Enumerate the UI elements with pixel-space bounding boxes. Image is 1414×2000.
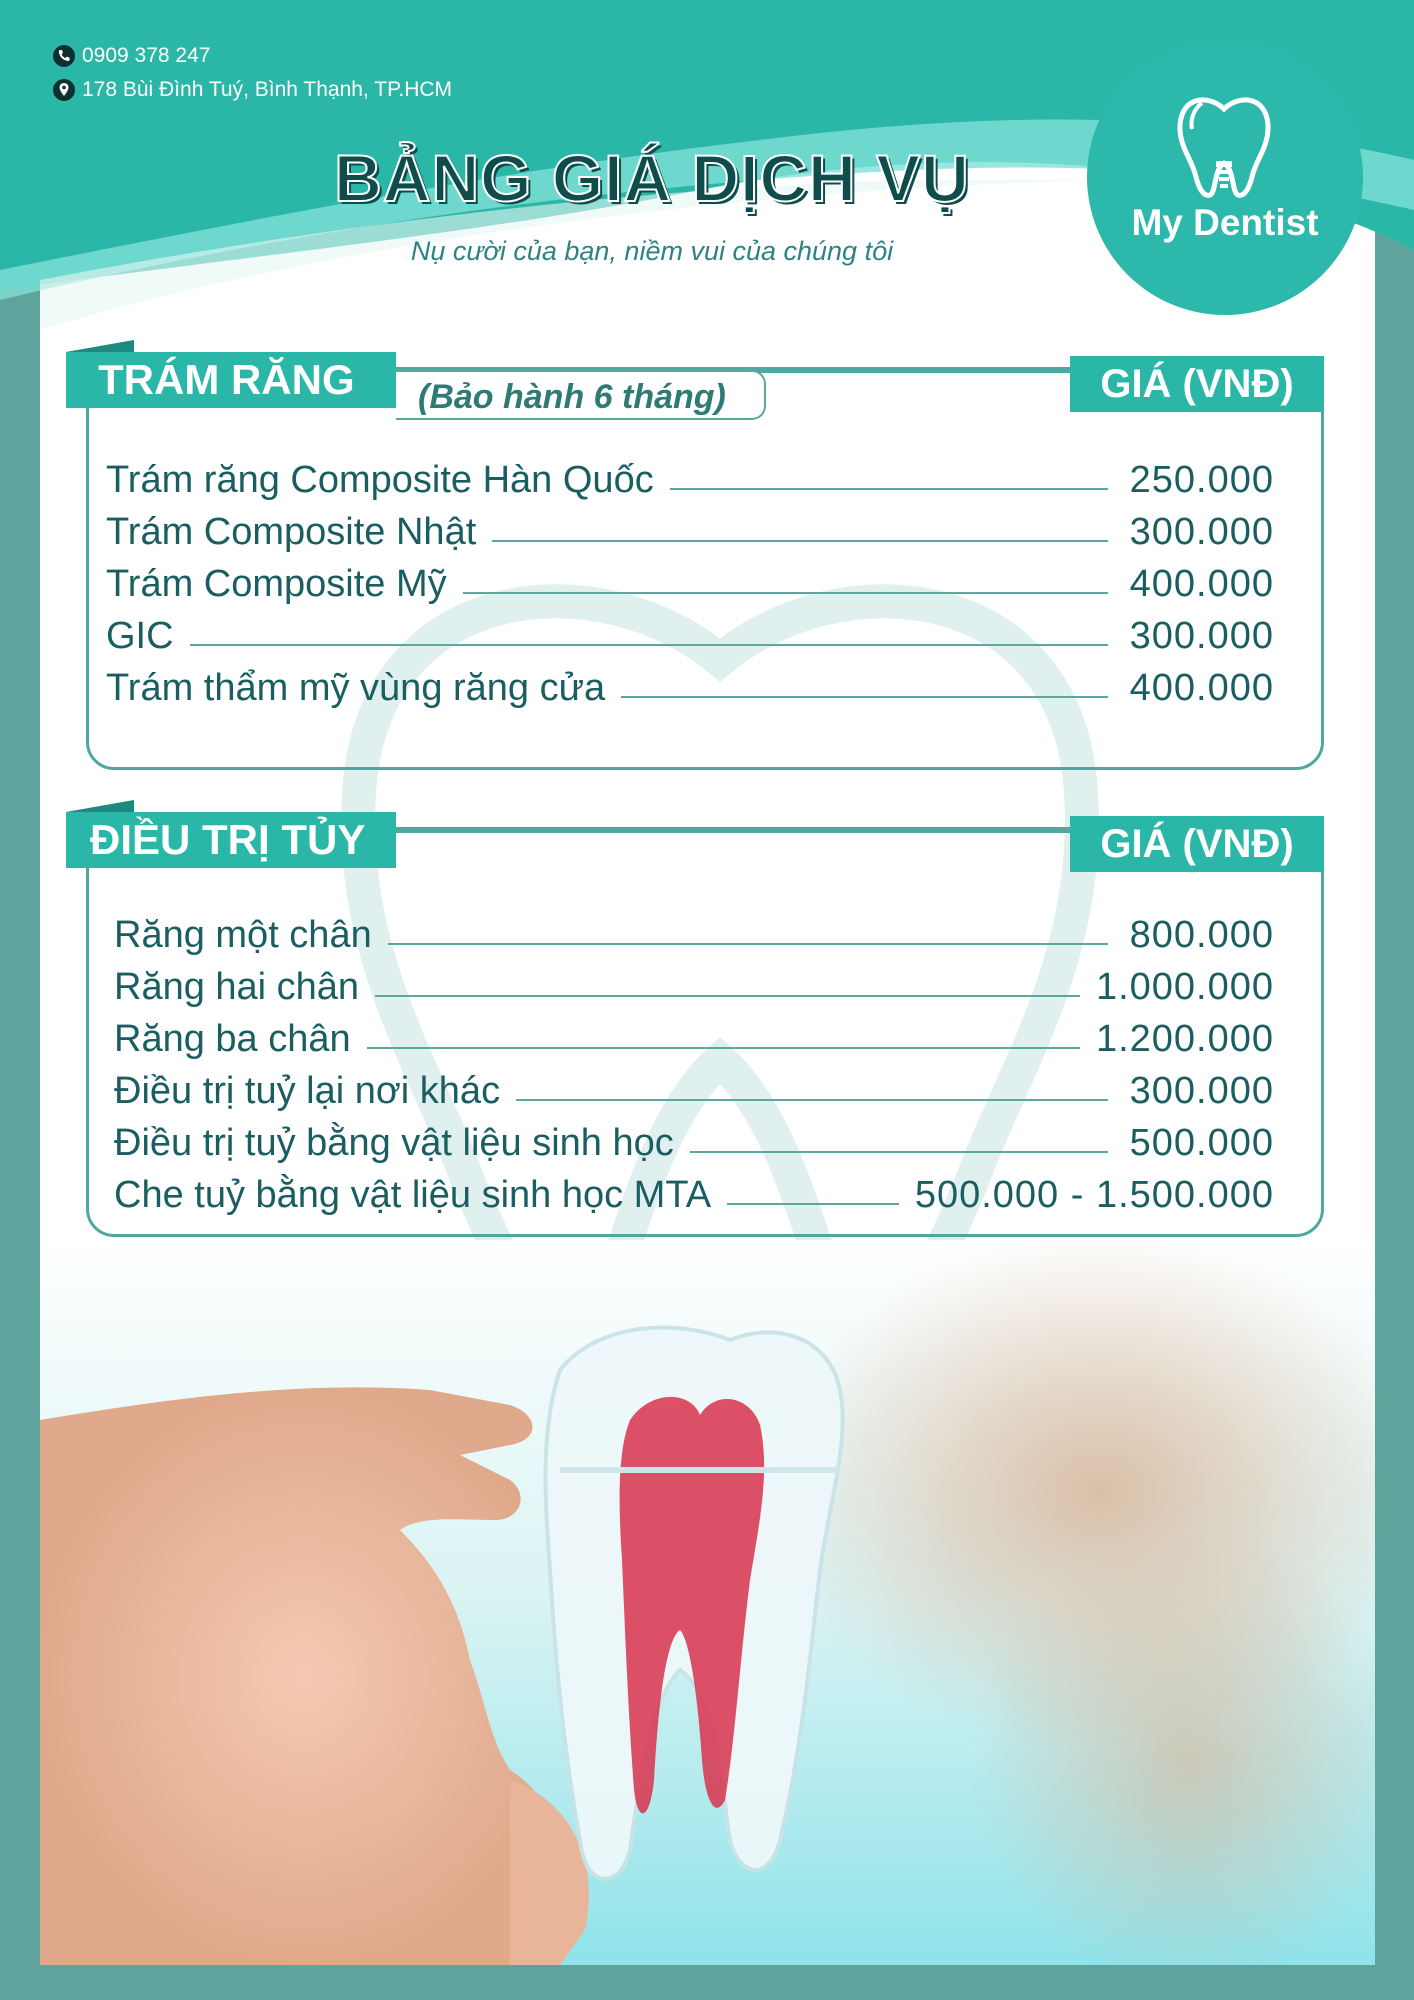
price-column-header: GIÁ (VNĐ) — [1070, 356, 1324, 412]
item-name: Răng hai chân — [114, 966, 360, 1008]
item-price: 400.000 — [1129, 563, 1274, 605]
tooth-implant-icon — [1172, 89, 1276, 201]
list-item — [114, 905, 1274, 957]
contact-phone[interactable] — [52, 44, 210, 68]
list-item — [114, 1165, 1274, 1217]
leader-line — [367, 1047, 1080, 1049]
item-name: Trám Composite Mỹ — [106, 563, 447, 605]
item-price: 800.000 — [1129, 914, 1274, 956]
item-name: Răng một chân — [114, 914, 372, 956]
leader-line — [670, 488, 1108, 490]
list-item — [106, 606, 1274, 658]
item-name: Răng ba chân — [114, 1018, 351, 1060]
item-name: Điều trị tuỷ bằng vật liệu sinh học — [114, 1122, 674, 1164]
section-filling — [66, 340, 1324, 770]
leader-line — [727, 1203, 899, 1205]
leader-line — [516, 1099, 1108, 1101]
contact-address — [52, 78, 452, 102]
list-item — [106, 554, 1274, 606]
list-item — [114, 957, 1274, 1009]
item-price: 400.000 — [1129, 667, 1274, 709]
section-title: ĐIỀU TRỊ TỦY — [66, 812, 396, 868]
location-pin-icon — [52, 78, 76, 102]
item-price: 250.000 — [1129, 459, 1274, 501]
page-title: BẢNG GIÁ DỊCH VỤ — [334, 141, 970, 215]
phone-number: 0909 378 247 — [82, 44, 211, 67]
leader-line — [690, 1151, 1108, 1153]
item-price: 500.000 — [1129, 1122, 1274, 1164]
list-item — [106, 502, 1274, 554]
item-price: 1.200.000 — [1095, 1018, 1274, 1060]
leader-line — [190, 644, 1108, 646]
section-root-canal — [66, 800, 1324, 1237]
list-item — [106, 450, 1274, 502]
list-item — [114, 1113, 1274, 1165]
item-price: 300.000 — [1129, 615, 1274, 657]
page-subtitle: Nụ cười của bạn, niềm vui của chúng tôi — [410, 236, 894, 266]
leader-line — [492, 540, 1108, 542]
section-title: TRÁM RĂNG — [66, 352, 396, 408]
leader-line — [375, 995, 1080, 997]
phone-icon — [52, 44, 76, 68]
tab-notch — [66, 340, 134, 352]
item-price: 1.000.000 — [1095, 966, 1274, 1008]
item-price: 300.000 — [1129, 511, 1274, 553]
item-name: Điều trị tuỷ lại nơi khác — [114, 1070, 501, 1112]
leader-line — [388, 943, 1108, 945]
item-price: 300.000 — [1129, 1070, 1274, 1112]
item-name: Trám thẩm mỹ vùng răng cửa — [106, 667, 606, 709]
brand-logo — [1087, 39, 1363, 315]
tab-notch — [66, 800, 134, 812]
item-name: Che tuỷ bằng vật liệu sinh học MTA — [114, 1174, 712, 1216]
leader-line — [621, 696, 1108, 698]
item-name: Trám răng Composite Hàn Quốc — [106, 459, 654, 501]
header-rule — [396, 827, 1074, 830]
address-text: 178 Bùi Đình Tuý, Bình Thạnh, TP.HCM — [82, 78, 453, 101]
list-item — [114, 1009, 1274, 1061]
item-name: GIC — [106, 615, 174, 657]
tooth-model-photo — [40, 1240, 1375, 1965]
warranty-note: (Bảo hành 6 tháng) — [396, 370, 766, 420]
list-item — [114, 1061, 1274, 1113]
leader-line — [463, 592, 1108, 594]
list-item — [106, 658, 1274, 710]
item-price: 500.000 - 1.500.000 — [914, 1174, 1274, 1216]
brand-name: My Dentist — [1131, 202, 1319, 243]
item-name: Trám Composite Nhật — [106, 511, 477, 553]
price-list — [106, 450, 1274, 710]
price-column-header: GIÁ (VNĐ) — [1070, 816, 1324, 872]
price-list — [114, 905, 1274, 1217]
